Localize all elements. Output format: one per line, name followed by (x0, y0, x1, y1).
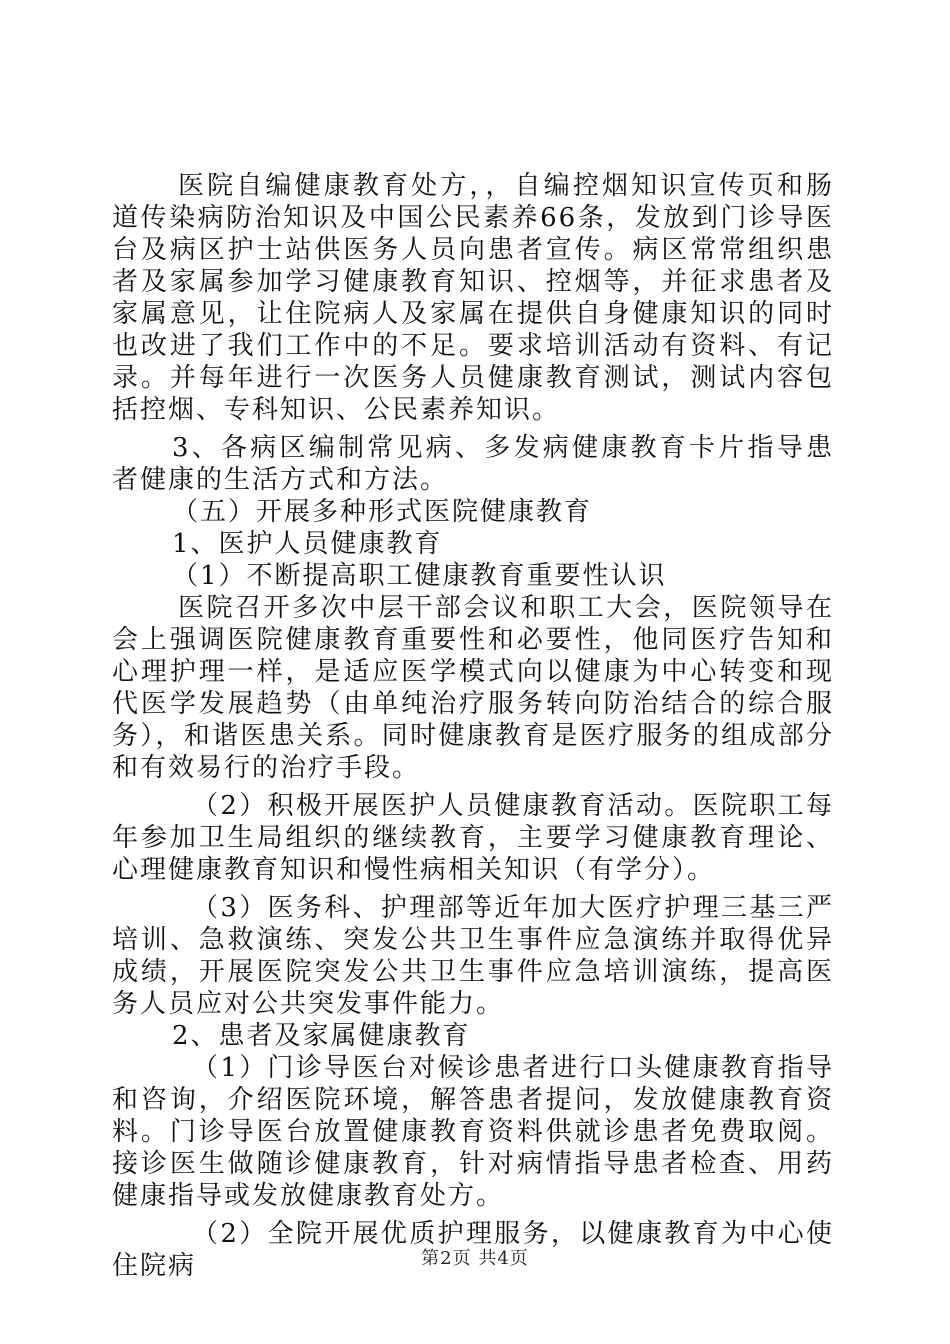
heading-section-five: （五）开展多种形式医院健康教育 (172, 497, 593, 527)
paragraph-meetings: 医院召开多次中层干部会议和职工大会，医院领导在会上强调医院健康教育重要性和必要性，他同医疗告知和心理护理一样，是适应医学模式向以健康为中心转变和现代医学发展趋势（由单纯治疗服务转向防治结合的综合服务），和谐医患关系。同时健康教育是医疗服务的组成部分和有效易行的治疗手段。 (112, 593, 834, 783)
paragraph-outpatient-guidance: （1）门诊导医台对候诊患者进行口头健康教育指导和咨询，介绍医院环境，解答患者提问，发放健康教育资料。门诊导医台放置健康教育资料供就诊患者免费取阅。接诊医生做随诊健康教育，针对病情指导患者检查、用药健康指导或发放健康教育处方。 (112, 1053, 834, 1211)
document-body (112, 170, 834, 1282)
page-number-footer: 第2页 共4页 (421, 1248, 529, 1269)
heading-patient-education: 2、患者及家属健康教育 (172, 1021, 471, 1051)
paragraph-emergency-training: （3）医务科、护理部等近年加大医疗护理三基三严培训、急救演练、突发公共卫生事件应急演练并取得优异成绩，开展医院突发公共卫生事件应急培训演练，提高医务人员应对公共突发事件能力。 (112, 893, 834, 1019)
paragraph-nursing-service: （2）全院开展优质护理服务，以健康教育为中心使住院病 (112, 1219, 834, 1281)
paragraph-health-prescription: 医院自编健康教育处方，，自编控烟知识宣传页和肠道传染病防治知识及中国公民素养66条，发放到门诊导医台及病区护士站供医务人员向患者宣传。病区常常组织患者及家属参加学习健康教育知识、控烟等，并征求患者及家属意见，让住院病人及家属在提供自身健康知识的同时也改进了我们工作中的不足。要求培训活动有资料、有记录。并每年进行一次医务人员健康教育测试，测试内容包括控烟、专科知识、公民素养知识。 (112, 171, 834, 425)
paragraph-ward-cards: 3、各病区编制常见病、多发病健康教育卡片指导患者健康的生活方式和方法。 (112, 433, 834, 495)
heading-awareness: （1）不断提高职工健康教育重要性认识 (172, 561, 667, 591)
paragraph-staff-activities: （2）积极开展医护人员健康教育活动。医院职工每年参加卫生局组织的继续教育，主要学习健康教育理论、心理健康教育知识和慢性病相关知识（有学分）。 (112, 791, 834, 885)
heading-staff-education: 1、医护人员健康教育 (172, 529, 443, 559)
